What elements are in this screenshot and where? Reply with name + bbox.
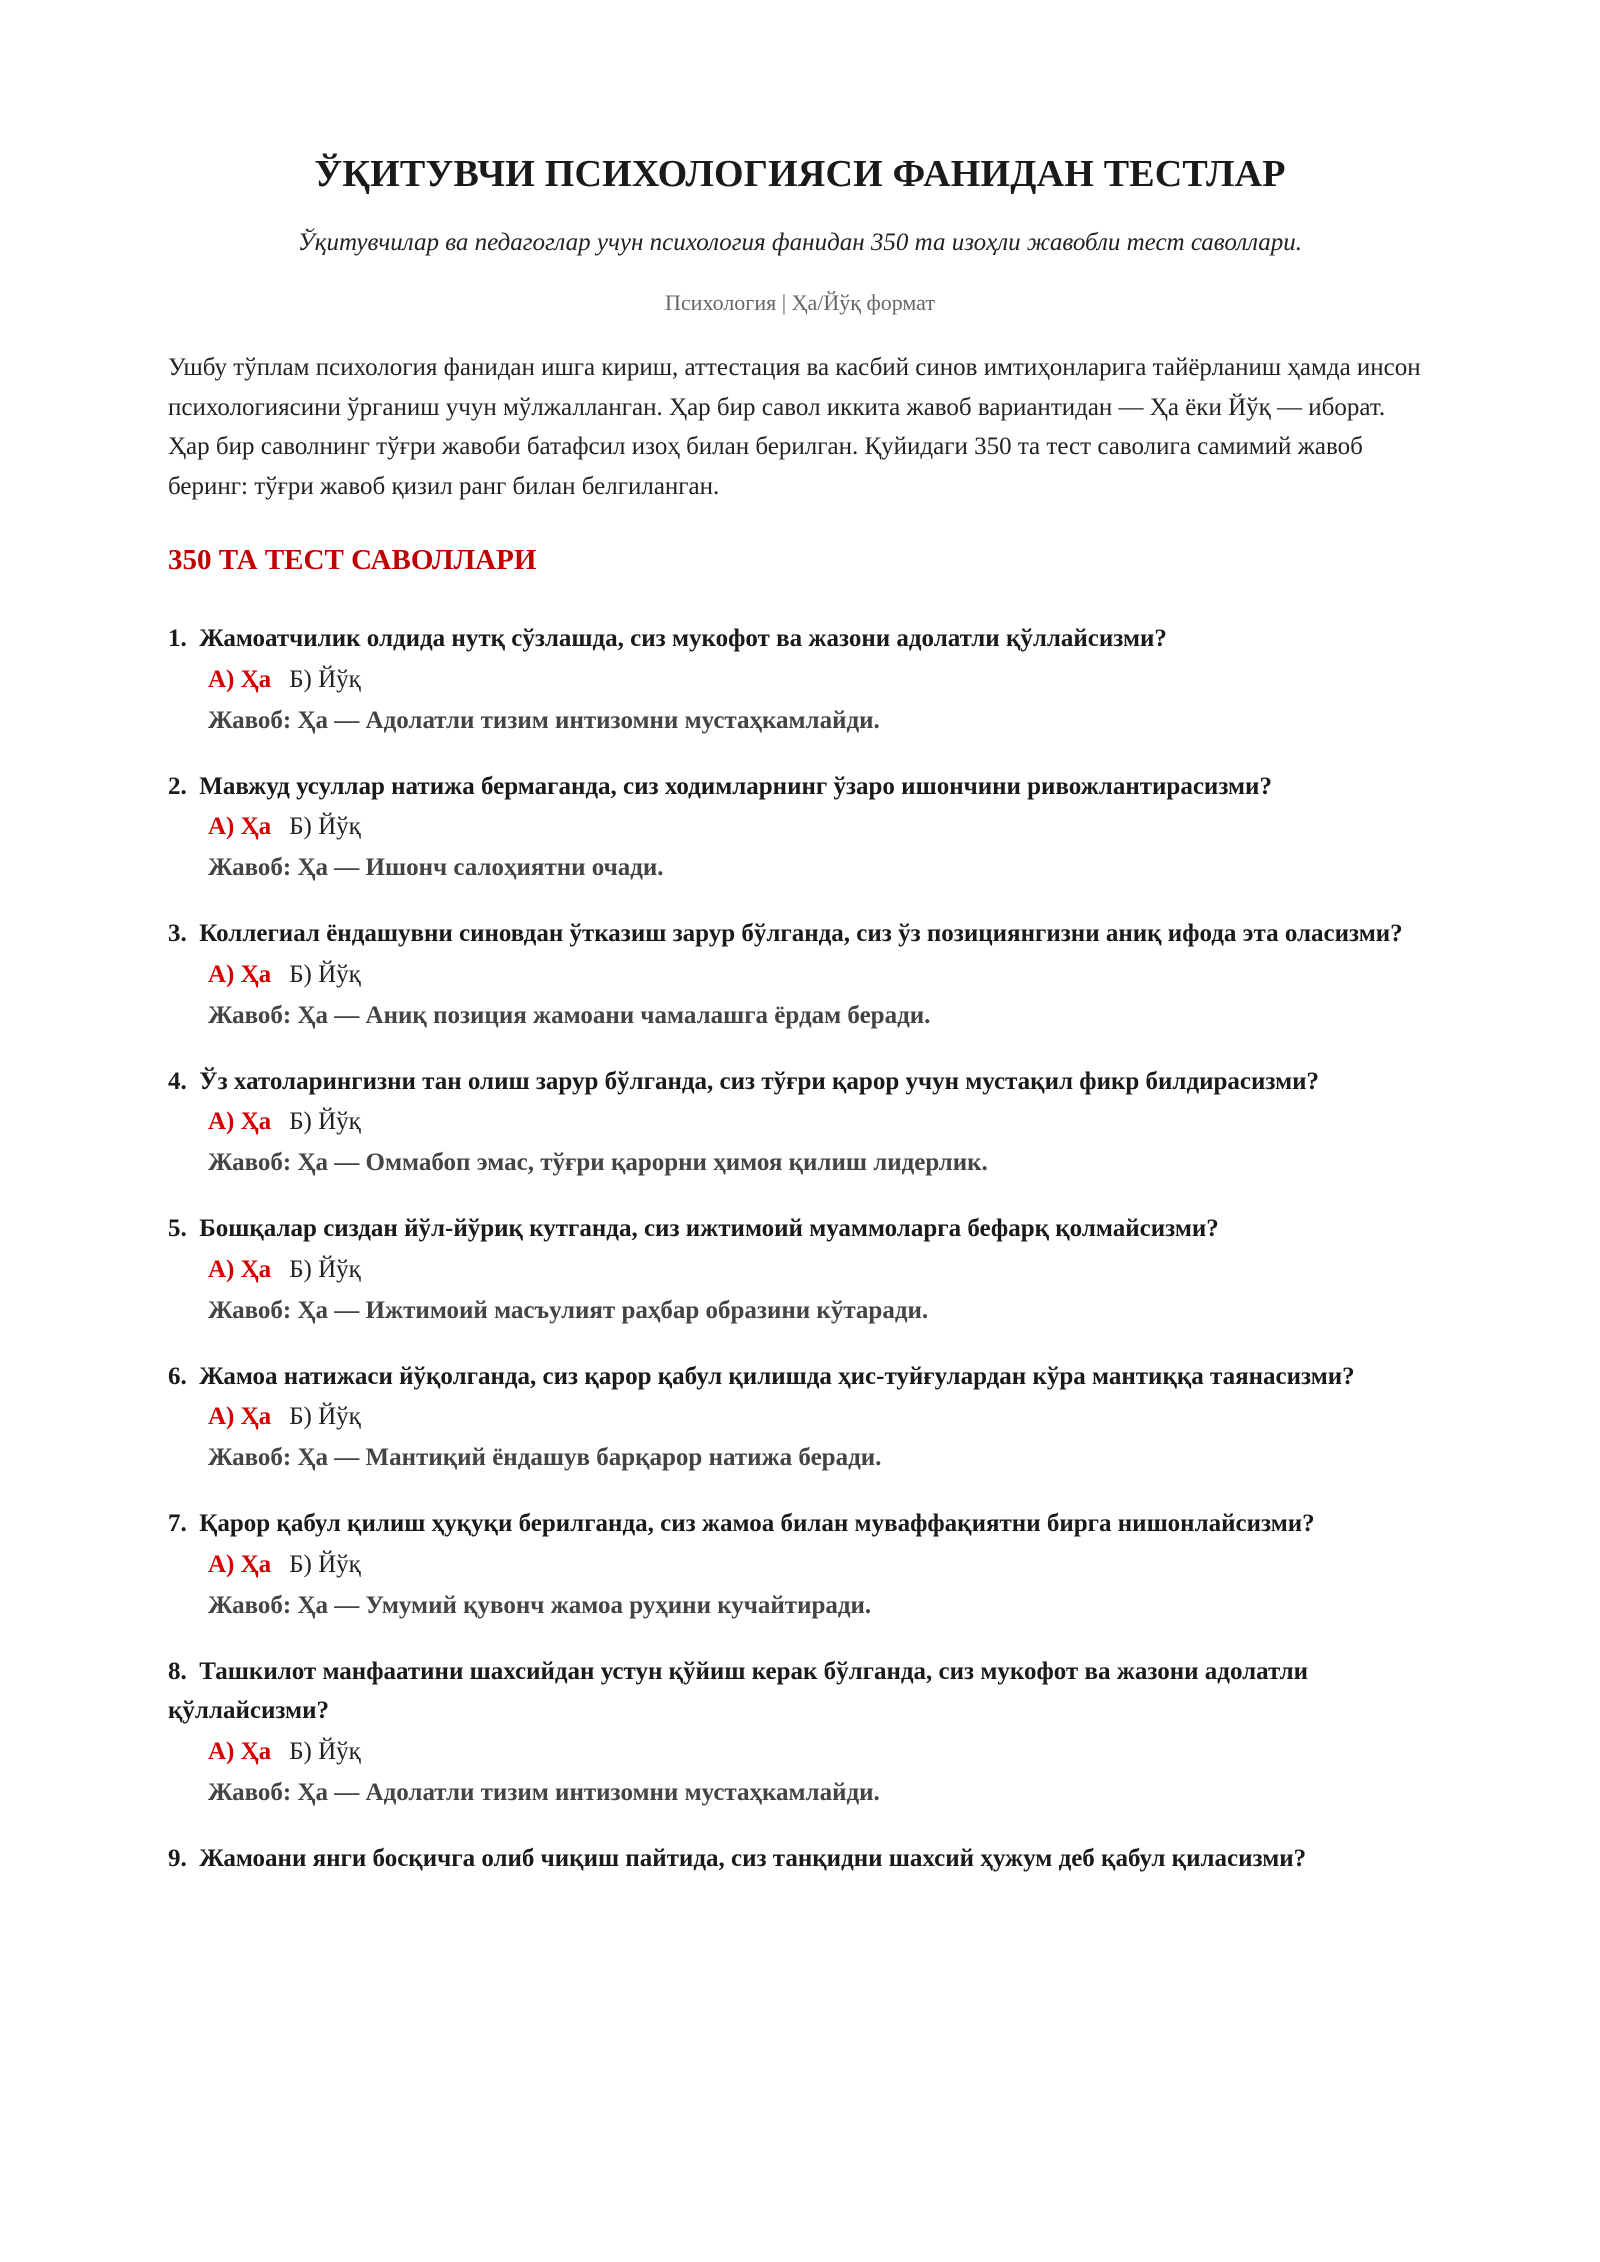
question-number: 7. bbox=[168, 1510, 187, 1537]
answer-explanation: Жавоб: Ҳа — Умумий қувонч жамоа руҳини кучайтиради. bbox=[208, 1591, 872, 1619]
answer-options bbox=[208, 954, 1432, 995]
question-number: 1. bbox=[168, 625, 187, 652]
question-text-line bbox=[168, 1209, 1432, 1249]
question-text: Қарор қабул қилиш ҳуқуқи берилганда, сиз жамоа билан муваффақиятни бирга нишонлайсизми? bbox=[199, 1510, 1315, 1537]
question-text-line bbox=[168, 1652, 1432, 1731]
question-list bbox=[168, 619, 1432, 1878]
answer-options bbox=[208, 1396, 1432, 1437]
question-number: 5. bbox=[168, 1215, 187, 1242]
option-a-correct: А) Ҳа bbox=[208, 1737, 272, 1765]
option-b: Б) Йўқ bbox=[289, 1550, 361, 1578]
question-number: 3. bbox=[168, 920, 187, 947]
option-a-correct: А) Ҳа bbox=[208, 1108, 272, 1135]
question-item bbox=[168, 1062, 1432, 1184]
option-b: Б) Йўқ bbox=[289, 1255, 361, 1283]
question-text-line bbox=[168, 619, 1432, 659]
question-item bbox=[168, 1839, 1432, 1879]
option-b: Б) Йўқ bbox=[289, 665, 361, 693]
question-number: 2. bbox=[168, 772, 187, 800]
option-b: Б) Йўқ bbox=[289, 1403, 361, 1430]
question-item bbox=[168, 1209, 1432, 1331]
question-text: Ўз хатоларингизни тан олиш зарур бўлганда, сиз тўғри қарор учун мустақил фикр билдирасизми? bbox=[199, 1067, 1320, 1095]
document-intro: Ушбу тўплам психология фанидан ишга кириш, аттестация ва касбий синов имтиҳонларига тайёрланиш ҳамда инсон психологиясини ўрганиш учун мўлжалланган. Ҳар бир савол иккита жавоб вариантидан — Ҳа ёки Йўқ — иборат. Ҳар бир саволнинг тўғри жавоби батафсил изоҳ билан берилган. Қуйидаги 350 та тест саволига самимий жавоб беринг: тўғри жавоб қизил ранг билан белгиланган. bbox=[168, 354, 1421, 500]
question-text: Бошқалар сиздан йўл-йўриқ кутганда, сиз ижтимоий муаммоларга бефарқ қолмайсизми? bbox=[199, 1215, 1219, 1242]
answer-explanation: Жавоб: Ҳа — Мантиқий ёндашув барқарор натижа беради. bbox=[208, 1444, 882, 1471]
question-item bbox=[168, 767, 1432, 889]
document-subtitle: Ўқитувчилар ва педагоглар учун психология фанидан 350 та изоҳли жавобли тест саволлари. bbox=[297, 229, 1303, 256]
answer-explanation: Жавоб: Ҳа — Аниқ позиция жамоани чамалашга ёрдам беради. bbox=[208, 1001, 931, 1029]
question-text: Ташкилот манфаатини шахсийдан устун қўйиш керак бўлганда, сиз мукофот ва жазони адолатли қўллайсизми? bbox=[168, 1657, 1309, 1724]
question-text: Жамоа натижаси йўқолганда, сиз қарор қабул қилишда ҳис-туйғулардан кўра мантиққа таянасизми? bbox=[199, 1362, 1355, 1390]
option-b: Б) Йўқ bbox=[289, 1108, 361, 1135]
answer-explanation: Жавоб: Ҳа — Ишонч салоҳиятни очади. bbox=[208, 854, 664, 881]
option-a-correct: А) Ҳа bbox=[208, 1403, 272, 1430]
section-heading: 350 ТА ТЕСТ САВОЛЛАРИ bbox=[168, 544, 537, 576]
question-number: 8. bbox=[168, 1657, 187, 1685]
answer-explanation: Жавоб: Ҳа — Адолатли тизим интизомни мустаҳкамлайди. bbox=[208, 706, 880, 734]
question-item bbox=[168, 914, 1432, 1036]
answer-options bbox=[208, 1544, 1432, 1585]
option-a-correct: А) Ҳа bbox=[208, 813, 272, 840]
question-text: Коллегиал ёндашувни синовдан ўтказиш зарур бўлганда, сиз ўз позициянгизни аниқ ифода эта оласизми? bbox=[199, 920, 1403, 947]
answer-options bbox=[208, 1249, 1432, 1290]
question-text-line bbox=[168, 1357, 1432, 1397]
option-a-correct: А) Ҳа bbox=[208, 1255, 272, 1283]
option-b: Б) Йўқ bbox=[289, 1737, 361, 1765]
question-item bbox=[168, 1357, 1432, 1479]
question-number: 9. bbox=[168, 1844, 187, 1872]
answer-options bbox=[208, 659, 1432, 700]
answer-explanation: Жавоб: Ҳа — Адолатли тизим интизомни мустаҳкамлайди. bbox=[208, 1778, 880, 1806]
answer-options bbox=[208, 1101, 1432, 1142]
option-a-correct: А) Ҳа bbox=[208, 1550, 272, 1578]
answer-options bbox=[208, 806, 1432, 847]
question-text: Мавжуд усуллар натижа бермаганда, сиз ходимларнинг ўзаро ишончини ривожлантирасизми? bbox=[199, 772, 1272, 800]
answer-options bbox=[208, 1731, 1432, 1772]
question-item bbox=[168, 1652, 1432, 1813]
question-number: 4. bbox=[168, 1067, 187, 1095]
question-text: Жамоатчилик олдида нутқ сўзлашда, сиз мукофот ва жазони адолатли қўллайсизми? bbox=[199, 625, 1167, 652]
question-text-line bbox=[168, 767, 1432, 807]
question-text-line bbox=[168, 914, 1432, 954]
question-item bbox=[168, 619, 1432, 741]
answer-explanation: Жавоб: Ҳа — Оммабоп эмас, тўғри қарорни ҳимоя қилиш лидерлик. bbox=[208, 1149, 988, 1176]
document-meta: Психология | Ҳа/Йўқ формат bbox=[665, 290, 935, 315]
question-text-line bbox=[168, 1062, 1432, 1102]
option-a-correct: А) Ҳа bbox=[208, 960, 272, 988]
question-text: Жамоани янги босқичга олиб чиқиш пайтида, сиз танқидни шахсий ҳужум деб қабул қиласизми? bbox=[199, 1844, 1307, 1872]
answer-explanation: Жавоб: Ҳа — Ижтимоий масъулият раҳбар образини кўтаради. bbox=[208, 1296, 929, 1324]
option-a-correct: А) Ҳа bbox=[208, 665, 272, 693]
option-b: Б) Йўқ bbox=[289, 813, 361, 840]
document-title: ЎҚИТУВЧИ ПСИХОЛОГИЯСИ ФАНИДАН ТЕСТЛАР bbox=[314, 153, 1286, 195]
option-b: Б) Йўқ bbox=[289, 960, 361, 988]
question-number: 6. bbox=[168, 1362, 187, 1390]
question-text-line bbox=[168, 1839, 1432, 1879]
question-text-line bbox=[168, 1504, 1432, 1544]
question-item bbox=[168, 1504, 1432, 1626]
